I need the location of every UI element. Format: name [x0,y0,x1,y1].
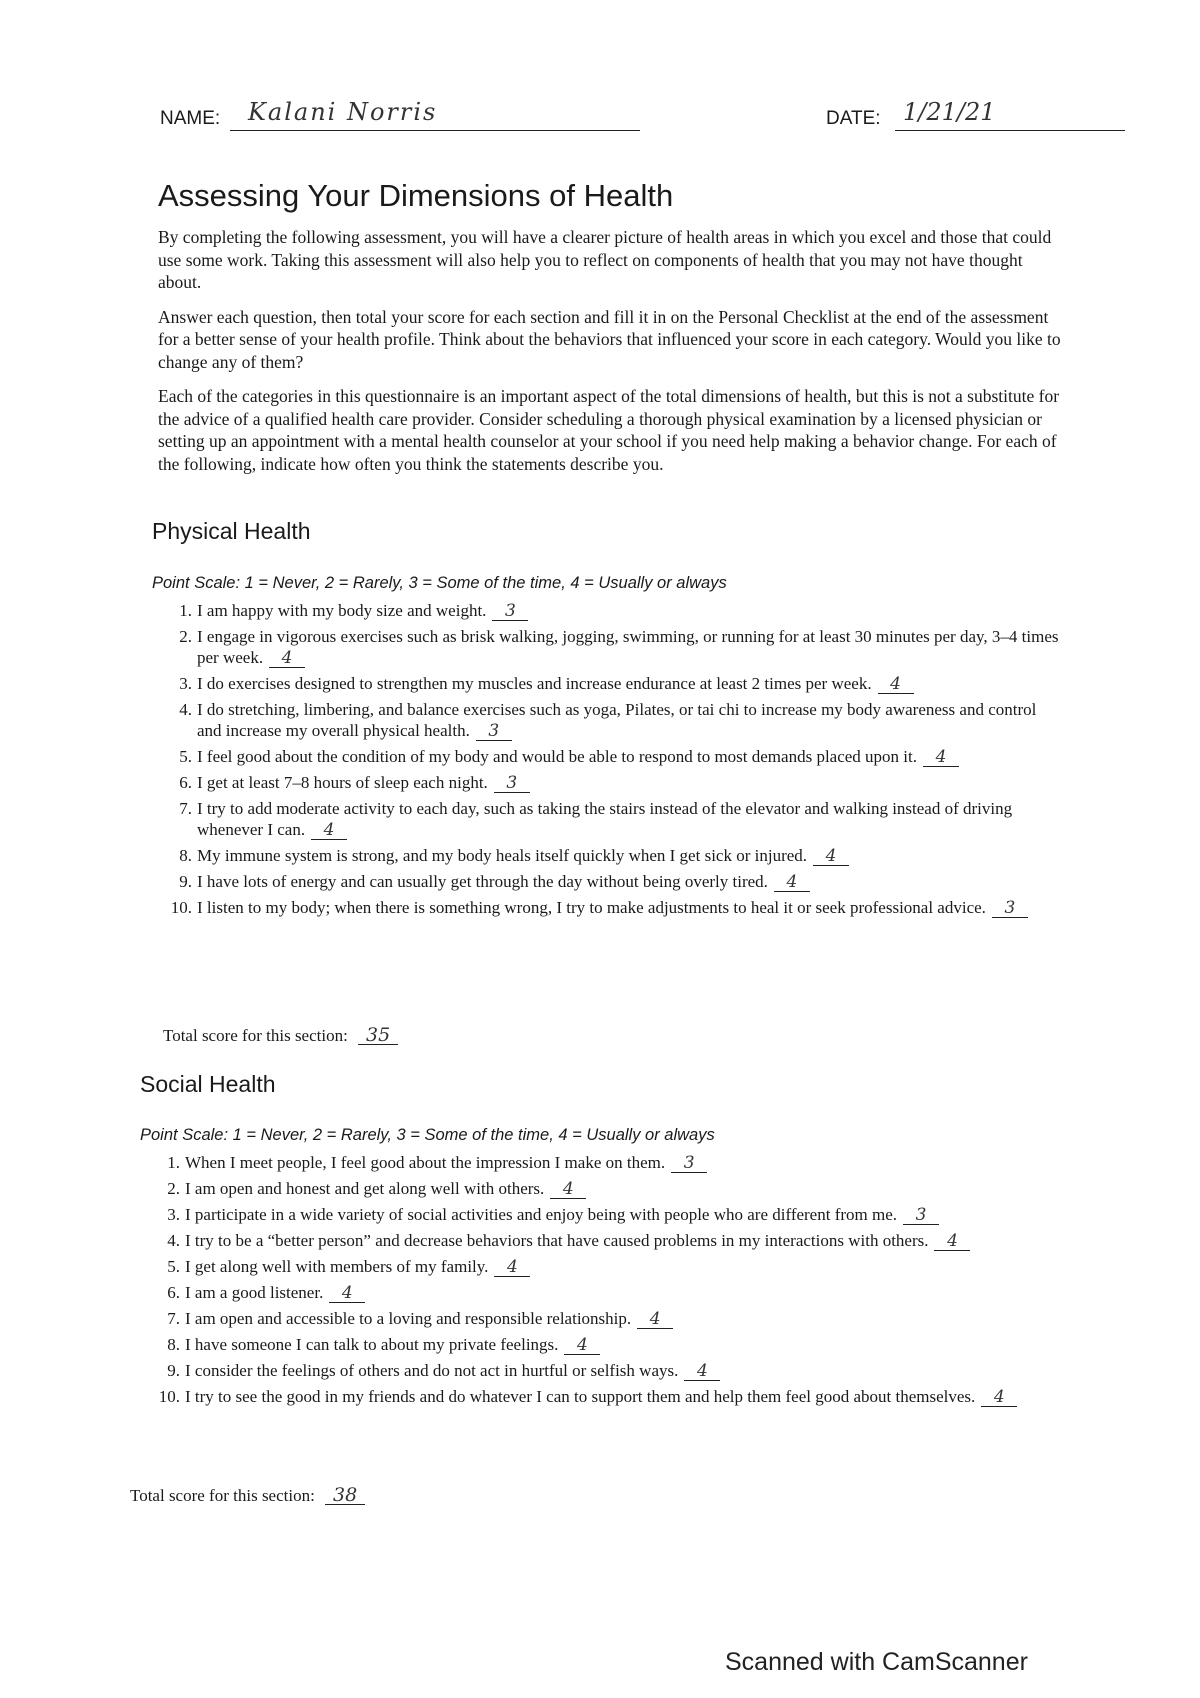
answer-score: 4 [329,1284,365,1303]
answer-score: 4 [269,649,305,668]
question-item [150,1334,1050,1355]
question-item [162,600,1062,621]
intro-paragraph: Each of the categories in this questionnaire is an important aspect of the total dimensions of health, but this is not a substitute for the advice of a qualified health care provider. Consider scheduling a thorough physical examination by a licensed physician or setting up an appointment with a mental health counselor at your school if you need help making a behavior change. For each of the following, indicate how often you think the statements describe you. [158,386,1060,474]
question-text: I have someone I can talk to about my private feelings. [185,1335,559,1354]
question-number: 5. [179,747,192,766]
question-item [150,1178,1050,1199]
page-title: Assessing Your Dimensions of Health [158,178,674,213]
question-number: 4. [179,700,192,719]
point-scale-social: Point Scale: 1 = Never, 2 = Rarely, 3 = Some of the time, 4 = Usually or always [140,1126,715,1144]
question-item [150,1282,1050,1303]
question-item [162,897,1062,918]
intro-text [158,226,1068,487]
question-text: I get at least 7–8 hours of sleep each night. [197,773,488,792]
question-number: 5. [167,1257,180,1276]
point-scale-physical: Point Scale: 1 = Never, 2 = Rarely, 3 = Some of the time, 4 = Usually or always [152,574,727,592]
question-number: 3. [167,1205,180,1224]
physical-question-list [162,600,1062,923]
question-item [150,1230,1050,1251]
answer-score: 4 [774,873,810,892]
question-text: I am a good listener. [185,1283,324,1302]
question-item [162,673,1062,694]
question-number: 1. [179,601,192,620]
total-label: Total score for this section: [163,1026,348,1045]
question-text: I try to see the good in my friends and do whatever I can to support them and help them feel good about themselves. [185,1387,976,1406]
scanner-watermark: Scanned with CamScanner [725,1648,1028,1676]
question-number: 4. [167,1231,180,1250]
answer-score: 4 [934,1232,970,1251]
question-number: 6. [179,773,192,792]
question-item [150,1308,1050,1329]
question-text: My immune system is strong, and my body heals itself quickly when I get sick or injured. [197,846,808,865]
answer-score: 4 [813,847,849,866]
answer-score: 3 [476,722,512,741]
section-heading-social: Social Health [140,1071,276,1097]
name-label: NAME: [160,108,221,129]
answer-score: 4 [878,675,914,694]
question-item [162,746,1062,767]
question-text: I try to be a “better person” and decrease behaviors that have caused problems in my interactions with others. [185,1231,929,1250]
question-text: I feel good about the condition of my body and would be able to respond to most demands placed upon it. [197,747,917,766]
question-text: I listen to my body; when there is something wrong, I try to make adjustments to heal it or seek professional advice. [197,898,986,917]
question-text: I am open and accessible to a loving and responsible relationship. [185,1309,632,1328]
question-item [162,798,1062,840]
answer-score: 4 [550,1180,586,1199]
question-item [150,1204,1050,1225]
question-text: I try to add moderate activity to each day, such as taking the stairs instead of the elevator and walking instead of driving whenever I can. [197,799,1013,839]
question-number: 9. [179,872,192,891]
question-number: 1. [167,1153,180,1172]
header-row [160,100,1110,140]
section-heading-physical: Physical Health [152,518,311,544]
date-field [895,98,1125,131]
question-number: 10. [170,898,192,917]
physical-total [163,1026,398,1046]
question-number: 2. [179,627,192,646]
question-item [150,1152,1050,1173]
question-number: 2. [167,1179,180,1198]
question-item [162,626,1062,668]
answer-score: 3 [671,1154,707,1173]
answer-score: 3 [494,774,530,793]
social-total [130,1486,365,1506]
question-item [162,845,1062,866]
question-text: When I meet people, I feel good about the impression I make on them. [185,1153,666,1172]
answer-score: 4 [684,1362,720,1381]
answer-score: 4 [311,821,347,840]
question-text: I get along well with members of my family. [185,1257,489,1276]
question-item [162,699,1062,741]
question-number: 3. [179,674,192,693]
question-number: 6. [167,1283,180,1302]
answer-score: 3 [492,602,528,621]
question-text: I consider the feelings of others and do not act in hurtful or selfish ways. [185,1361,679,1380]
question-number: 7. [167,1309,180,1328]
answer-score: 4 [494,1258,530,1277]
date-value: 1/21/21 [903,98,996,126]
question-item [150,1256,1050,1277]
total-score: 35 [358,1026,398,1045]
question-item [150,1360,1050,1381]
answer-score: 3 [992,899,1028,918]
answer-score: 4 [981,1388,1017,1407]
question-item [162,772,1062,793]
question-item [150,1386,1050,1407]
name-field [230,98,640,131]
intro-paragraph: By completing the following assessment, you will have a clearer picture of health areas in which you excel and those that could use some work. Taking this assessment will also help you to reflect on components of health that you may not have thought about. [158,227,1052,292]
question-number: 8. [179,846,192,865]
date-label: DATE: [826,108,881,129]
question-text: I am open and honest and get along well with others. [185,1179,545,1198]
question-text: I am happy with my body size and weight. [197,601,487,620]
name-value: Kalani Norris [248,98,438,126]
question-number: 8. [167,1335,180,1354]
answer-score: 4 [923,748,959,767]
social-question-list [150,1152,1050,1412]
question-number: 10. [158,1387,180,1406]
question-item [162,871,1062,892]
total-score: 38 [325,1486,365,1505]
question-text: I participate in a wide variety of social activities and enjoy being with people who are different from me. [185,1205,898,1224]
question-text: I do exercises designed to strengthen my muscles and increase endurance at least 2 times per week. [197,674,872,693]
intro-paragraph: Answer each question, then total your score for each section and fill it in on the Personal Checklist at the end of the assessment for a better sense of your health profile. Think about the behaviors that influenced your score in each category. Would you like to change any of them? [158,306,1061,372]
answer-score: 4 [564,1336,600,1355]
question-text: I engage in vigorous exercises such as brisk walking, jogging, swimming, or running for at least 30 minutes per day, 3–4 times per week. [197,627,1059,667]
question-text: I have lots of energy and can usually get through the day without being overly tired. [197,872,768,891]
question-number: 7. [179,799,192,818]
question-text: I do stretching, limbering, and balance exercises such as yoga, Pilates, or tai chi to increase my body awareness and control and increase my overall physical health. [197,700,1037,740]
total-label: Total score for this section: [130,1486,315,1505]
answer-score: 3 [903,1206,939,1225]
answer-score: 4 [637,1310,673,1329]
question-number: 9. [167,1361,180,1380]
